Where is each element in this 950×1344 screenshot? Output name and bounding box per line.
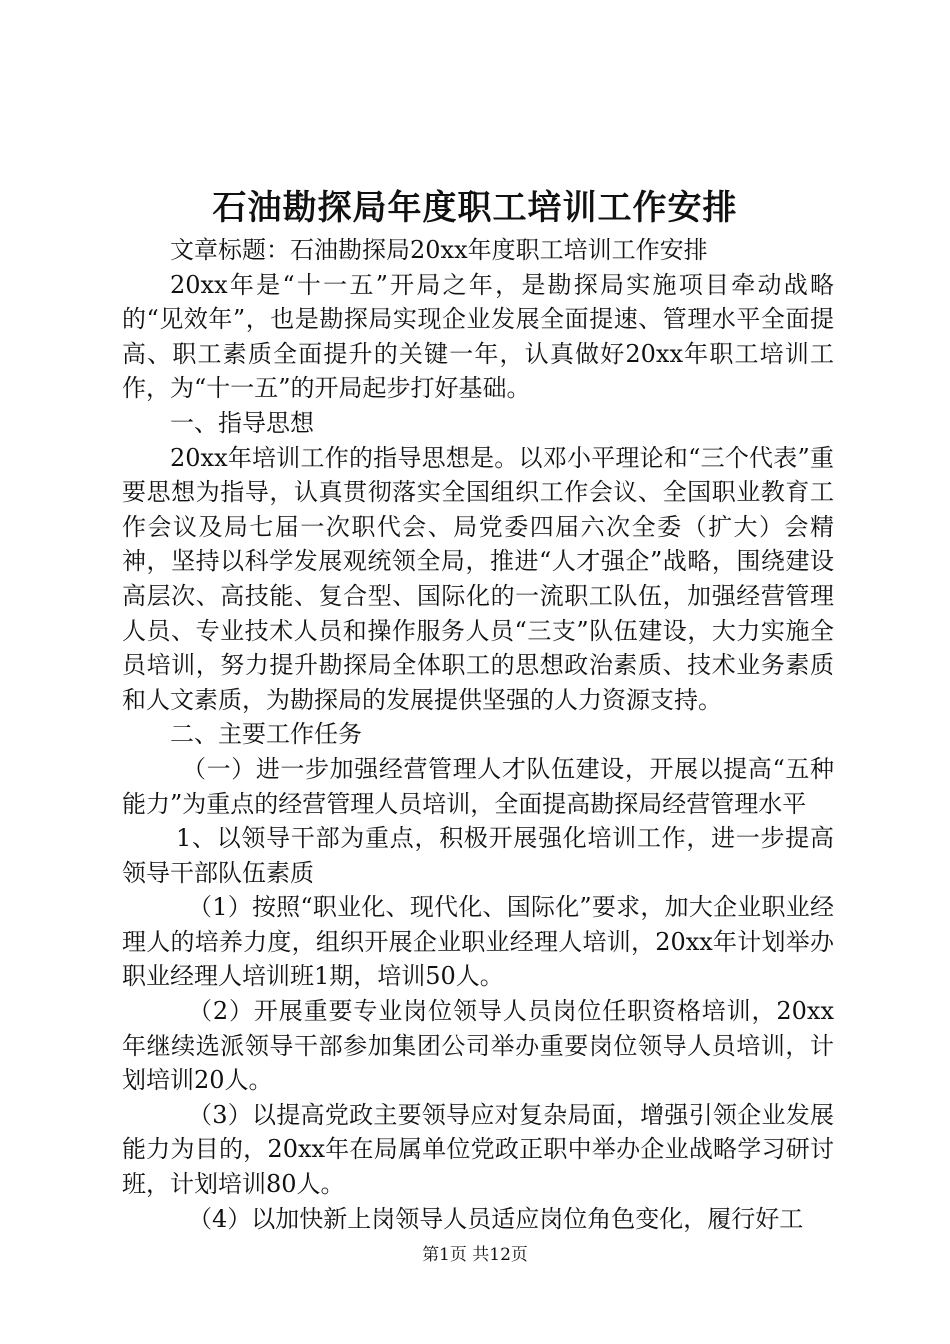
list-item-3: （3）以提高党政主要领导应对复杂局面，增强引领企业发展能力为目的，20xx年在局属单位党政正职中举办企业战略学习研讨班，计划培训80人。 [122,1100,834,1199]
list-item-2: （2）开展重要专业岗位领导人员岗位任职资格培训，20xx年继续选派领导干部参加集团公司举办重要岗位领导人员培训，计划培训20人。 [122,997,834,1095]
subsection-heading-management-talent: （一）进一步加强经营管理人才队伍建设，开展以提高“五种能力”为重点的经营管理人员培训，全面提高勘探局经营管理水平 [122,754,834,818]
section-heading-guiding-ideology: 一、指导思想 [170,408,314,437]
document-body [122,233,834,1236]
section-heading-main-tasks: 二、主要工作任务 [170,720,362,749]
intro-paragraph: 20xx年是“十一五”开局之年，是勘探局实施项目牵动战略的“见效年”，也是勘探局实现企业发展全面提速、管理水平全面提高、职工素质全面提升的关键一年，认真做好20xx年职工培训工作，为“十一五”的开局起步打好基础。 [122,270,834,403]
list-item-4: （4）以加快新上岗领导人员适应岗位角色变化，履行好工 [188,1204,804,1233]
item-heading-leaders: 1、以领导干部为重点，积极开展强化培训工作，进一步提高领导干部队伍素质 [122,824,834,887]
document-title: 石油勘探局年度职工培训工作安排 [212,188,738,228]
page-number: 第1页 共12页 [422,1245,528,1265]
article-title-line: 文章标题：石油勘探局20xx年度职工培训工作安排 [170,236,708,264]
guiding-ideology-paragraph: 20xx年培训工作的指导思想是。以邓小平理论和“三个代表”重要思想为指导，认真贯彻落实全国组织工作会议、全国职业教育工作会议及局七届一次职代会、局党委四届六次全委（扩大）会精神，坚持以科学发展观统领全局，推进“人才强企”战略，围绕建设高层次、高技能、复合型、国际化的一流职工队伍，加强经营管理人员、专业技术人员和操作服务人员“三支”队伍建设，大力实施全员培训，努力提升勘探局全体职工的思想政治素质、技术业务素质和人文素质，为勘探局的发展提供坚强的人力资源支持。 [122,443,834,714]
list-item-1: （1）按照“职业化、现代化、国际化”要求，加大企业职业经理人的培养力度，组织开展企业职业经理人培训，20xx年计划举办职业经理人培训班1期，培训50人。 [122,893,834,991]
